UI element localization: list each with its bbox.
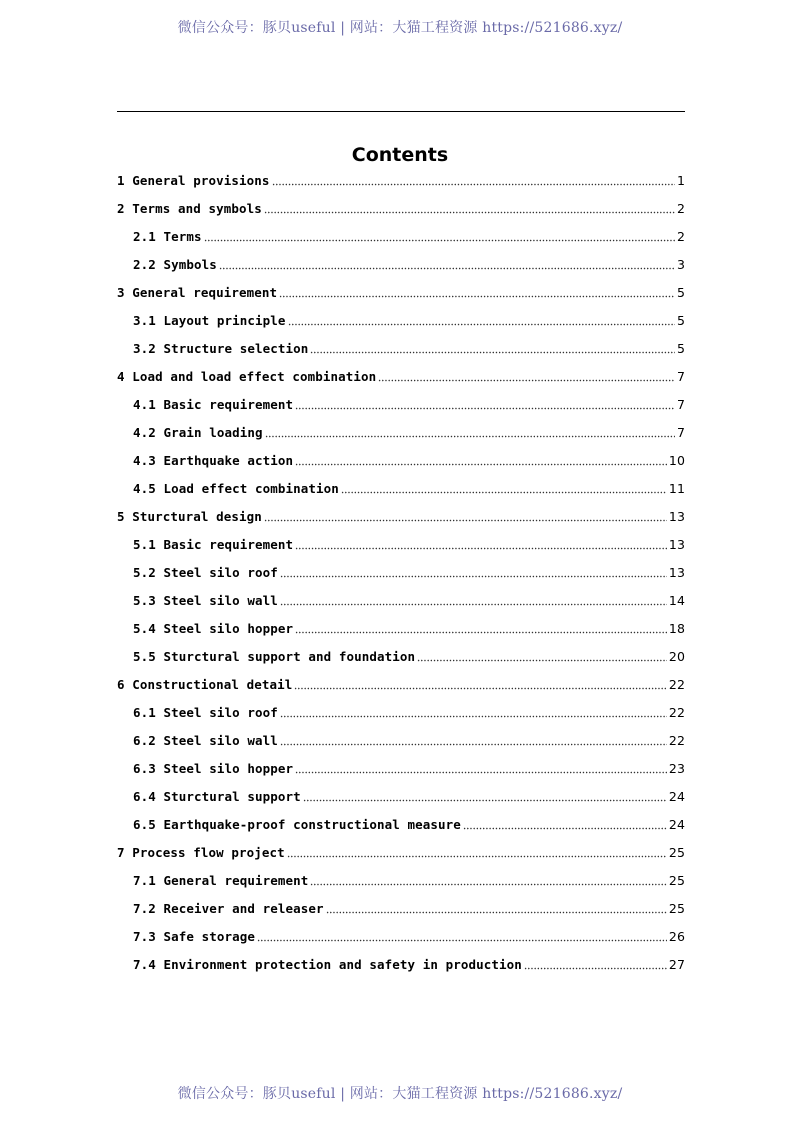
toc-entry-page: 7 — [676, 424, 685, 440]
toc-entry[interactable] — [117, 474, 685, 502]
dot-leader — [295, 400, 675, 410]
header-rule — [117, 111, 685, 112]
dot-leader — [265, 428, 675, 438]
toc-entry-page: 22 — [668, 676, 685, 692]
toc-entry[interactable] — [117, 838, 685, 866]
toc-entry-page: 2 — [676, 228, 685, 244]
toc-entry-page: 10 — [668, 452, 685, 468]
toc-entry[interactable] — [117, 222, 685, 250]
toc-entry-label: 5.5 Sturctural support and foundation — [133, 648, 416, 664]
toc-entry[interactable] — [117, 642, 685, 670]
toc-entry[interactable] — [117, 278, 685, 306]
toc-entry[interactable] — [117, 250, 685, 278]
toc-entry-page: 3 — [676, 256, 685, 272]
toc-entry-label: 5.2 Steel silo roof — [133, 564, 278, 580]
toc-entry-page: 27 — [668, 956, 685, 972]
toc-entry-page: 13 — [668, 508, 685, 524]
toc-entry-label: 4.3 Earthquake action — [133, 452, 294, 468]
toc-entry-label: 4.1 Basic requirement — [133, 396, 294, 412]
toc-entry-page: 7 — [676, 396, 685, 412]
toc-entry-label: 7 Process flow project — [117, 844, 285, 860]
toc-entry[interactable] — [117, 502, 685, 530]
toc-entry[interactable] — [117, 950, 685, 978]
dot-leader — [341, 484, 667, 494]
toc-entry-label: 3 General requirement — [117, 284, 278, 300]
dot-leader — [288, 316, 675, 326]
dot-leader — [204, 232, 675, 242]
toc-entry[interactable] — [117, 894, 685, 922]
toc-entry-label: 2.2 Symbols — [133, 256, 217, 272]
toc-entry-label: 2 Terms and symbols — [117, 200, 262, 216]
toc-entry-label: 7.3 Safe storage — [133, 928, 256, 944]
toc-entry-label: 6.5 Earthquake-proof constructional measure — [133, 816, 461, 832]
toc-entry-page: 23 — [668, 760, 685, 776]
toc-entry-page: 25 — [668, 872, 685, 888]
toc-entry-label: 3.2 Structure selection — [133, 340, 309, 356]
dot-leader — [310, 876, 667, 886]
toc-entry-label: 5.1 Basic requirement — [133, 536, 294, 552]
toc-entry-page: 5 — [676, 284, 685, 300]
toc-entry-page: 25 — [668, 900, 685, 916]
toc-entry[interactable] — [117, 922, 685, 950]
toc-entry-label: 6.1 Steel silo roof — [133, 704, 278, 720]
toc-entry-page: 22 — [668, 732, 685, 748]
toc-entry[interactable] — [117, 698, 685, 726]
toc-entry[interactable] — [117, 334, 685, 362]
toc-entry-page: 22 — [668, 704, 685, 720]
dot-leader — [310, 344, 675, 354]
toc-entry-label: 4.5 Load effect combination — [133, 480, 339, 496]
toc-entry-label: 6 Constructional detail — [117, 676, 293, 692]
toc-entry-page: 26 — [668, 928, 685, 944]
dot-leader — [295, 624, 667, 634]
dot-leader — [257, 932, 667, 942]
dot-leader — [280, 736, 667, 746]
toc-entry-label: 4 Load and load effect combination — [117, 368, 377, 384]
toc-entry-page: 24 — [668, 788, 685, 804]
toc-entry[interactable] — [117, 726, 685, 754]
toc-entry-page: 2 — [676, 200, 685, 216]
toc-entry-label: 6.4 Sturctural support — [133, 788, 301, 804]
toc-entry-page: 18 — [668, 620, 685, 636]
toc-entry[interactable] — [117, 782, 685, 810]
toc-entry[interactable] — [117, 586, 685, 614]
dot-leader — [280, 708, 667, 718]
toc-entry-label: 7.4 Environment protection and safety in production — [133, 956, 522, 972]
toc-title: Contents — [351, 144, 449, 166]
toc-entry-label: 7.2 Receiver and releaser — [133, 900, 324, 916]
watermark-header: 微信公众号：豚贝useful | 网站：大猫工程资源 https://521686.xyz/ — [177, 20, 623, 36]
toc-entry[interactable] — [117, 866, 685, 894]
toc-entry-page: 13 — [668, 536, 685, 552]
toc-entry-page: 11 — [668, 480, 685, 496]
dot-leader — [295, 456, 667, 466]
toc-entry-page: 20 — [668, 648, 685, 664]
dot-leader — [272, 176, 675, 186]
dot-leader — [378, 372, 675, 382]
toc-entry-label: 5.4 Steel silo hopper — [133, 620, 294, 636]
toc-entry[interactable] — [117, 614, 685, 642]
dot-leader — [524, 960, 667, 970]
toc-entry[interactable] — [117, 418, 685, 446]
watermark-footer: 微信公众号：豚贝useful | 网站：大猫工程资源 https://521686.xyz/ — [177, 1086, 623, 1102]
toc-entry-label: 5 Sturctural design — [117, 508, 262, 524]
toc-entry-page: 5 — [676, 312, 685, 328]
toc-entry-page: 25 — [668, 844, 685, 860]
dot-leader — [287, 848, 667, 858]
dot-leader — [463, 820, 667, 830]
dot-leader — [295, 540, 667, 550]
toc-entry-label: 7.1 General requirement — [133, 872, 309, 888]
toc-entry[interactable] — [117, 446, 685, 474]
toc-entry[interactable] — [117, 670, 685, 698]
toc-entry[interactable] — [117, 166, 685, 194]
dot-leader — [219, 260, 675, 270]
toc-entry-page: 24 — [668, 816, 685, 832]
dot-leader — [280, 596, 667, 606]
toc-entry-page: 14 — [668, 592, 685, 608]
dot-leader — [280, 568, 667, 578]
dot-leader — [303, 792, 667, 802]
toc-entry-label: 3.1 Layout principle — [133, 312, 286, 328]
dot-leader — [294, 680, 667, 690]
dot-leader — [295, 764, 667, 774]
toc-entry[interactable] — [117, 754, 685, 782]
toc-entry[interactable] — [117, 558, 685, 586]
toc-entry-page: 13 — [668, 564, 685, 580]
toc-entry-page: 5 — [676, 340, 685, 356]
toc-entry-label: 6.3 Steel silo hopper — [133, 760, 294, 776]
toc-entry[interactable] — [117, 530, 685, 558]
toc-entry[interactable] — [117, 194, 685, 222]
toc-entry-label: 2.1 Terms — [133, 228, 202, 244]
dot-leader — [264, 512, 667, 522]
toc-entry-page: 7 — [676, 368, 685, 384]
toc-entry-label: 4.2 Grain loading — [133, 424, 263, 440]
toc-entry[interactable] — [117, 390, 685, 418]
toc-entry-label: 1 General provisions — [117, 172, 270, 188]
toc-entry-page: 1 — [676, 172, 685, 188]
dot-leader — [264, 204, 675, 214]
toc-entry[interactable] — [117, 362, 685, 390]
table-of-contents — [117, 166, 685, 978]
toc-entry[interactable] — [117, 810, 685, 838]
dot-leader — [417, 652, 667, 662]
toc-entry-label: 5.3 Steel silo wall — [133, 592, 278, 608]
toc-entry-label: 6.2 Steel silo wall — [133, 732, 278, 748]
dot-leader — [326, 904, 667, 914]
dot-leader — [279, 288, 675, 298]
toc-entry[interactable] — [117, 306, 685, 334]
